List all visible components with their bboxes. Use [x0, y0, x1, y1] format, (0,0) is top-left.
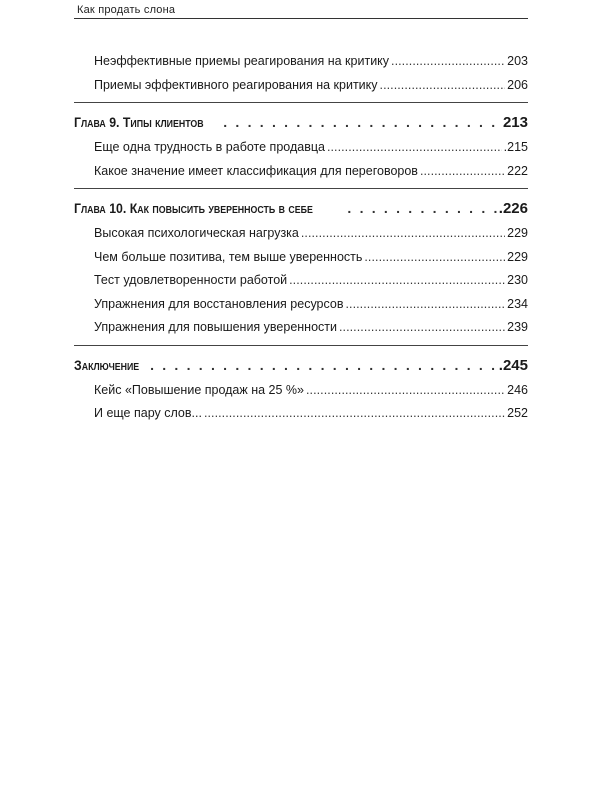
toc-entry-title: И еще пару слов...: [94, 406, 202, 420]
section-divider: [74, 102, 528, 103]
toc-entry-page: 239: [507, 320, 528, 334]
toc-entry[interactable]: [74, 222, 528, 246]
dot-leader: [380, 74, 506, 98]
dot-leader: [347, 194, 496, 222]
toc-entry-title: Еще одна трудность в работе продавца: [94, 140, 325, 154]
section-divider: [74, 345, 528, 346]
toc-entry-title: Тест удовлетворенности работой: [94, 273, 288, 287]
dot-leader: [204, 402, 505, 426]
header-rule: [74, 18, 528, 19]
dot-leader: [150, 351, 497, 379]
toc-entry[interactable]: [74, 269, 528, 293]
toc-chapter-10[interactable]: [74, 194, 528, 222]
toc-entry[interactable]: [74, 402, 528, 426]
running-title: Как продать слона: [77, 4, 176, 16]
section-divider: [74, 188, 528, 189]
toc-entry-page: 229: [507, 226, 528, 240]
chapter-page: 213: [502, 114, 528, 131]
toc-entry-title: Какое значение имеет классификация для переговоров: [94, 163, 418, 178]
chapter-title: Глава 10. Как повысить уверенность в себе: [74, 200, 313, 216]
toc-entry[interactable]: [74, 74, 528, 98]
dot-leader: [420, 160, 505, 184]
toc-entry-page: 252: [507, 406, 528, 420]
dot-leader: [364, 246, 505, 270]
chapter-title: Заключение: [74, 356, 140, 373]
dot-leader: [391, 50, 505, 74]
toc-entry-page: 234: [507, 296, 528, 311]
chapter-page: .226: [498, 200, 528, 217]
toc-entry[interactable]: [74, 50, 528, 74]
toc-entry-page: 229: [507, 249, 528, 264]
toc-entry-page: 206: [507, 77, 528, 92]
toc-entry-title: Высокая психологическая нагрузка: [94, 226, 299, 240]
toc-entry-title: Кейс «Повышение продаж на 25 %»: [94, 382, 304, 397]
toc-entry-title: Упражнения для восстановления ресурсов: [94, 296, 344, 311]
toc-entry[interactable]: [74, 293, 528, 317]
table-of-contents: [74, 50, 528, 426]
dot-leader: [339, 316, 505, 340]
toc-entry-page: 246: [507, 382, 528, 397]
toc-entry-title: Приемы эффективного реагирования на критику: [94, 77, 378, 92]
toc-entry-title: Чем больше позитива, тем выше уверенность: [94, 249, 363, 264]
dot-leader: [306, 379, 505, 403]
toc-entry[interactable]: [74, 379, 528, 403]
dot-leader: [289, 269, 505, 293]
toc-entry-page: 230: [507, 273, 528, 287]
dot-leader: [346, 293, 506, 317]
toc-entry[interactable]: [74, 136, 528, 160]
toc-entry-page: 222: [507, 163, 528, 178]
dot-leader: [223, 108, 501, 136]
toc-entry[interactable]: [74, 246, 528, 270]
dot-leader: [301, 222, 505, 246]
toc-conclusion[interactable]: [74, 351, 528, 379]
toc-chapter-9[interactable]: [74, 108, 528, 136]
toc-entry-page: .215: [503, 140, 528, 154]
toc-entry-page: 203: [507, 54, 528, 68]
chapter-page: .245: [498, 356, 528, 374]
toc-entry-title: Неэффективные приемы реагирования на критику: [94, 54, 390, 68]
toc-entry-title: Упражнения для повышения уверенности: [94, 320, 337, 334]
toc-entry[interactable]: [74, 316, 528, 340]
chapter-title: Глава 9. Типы клиентов: [74, 114, 204, 130]
toc-entry[interactable]: [74, 160, 528, 184]
dot-leader: [327, 136, 502, 160]
